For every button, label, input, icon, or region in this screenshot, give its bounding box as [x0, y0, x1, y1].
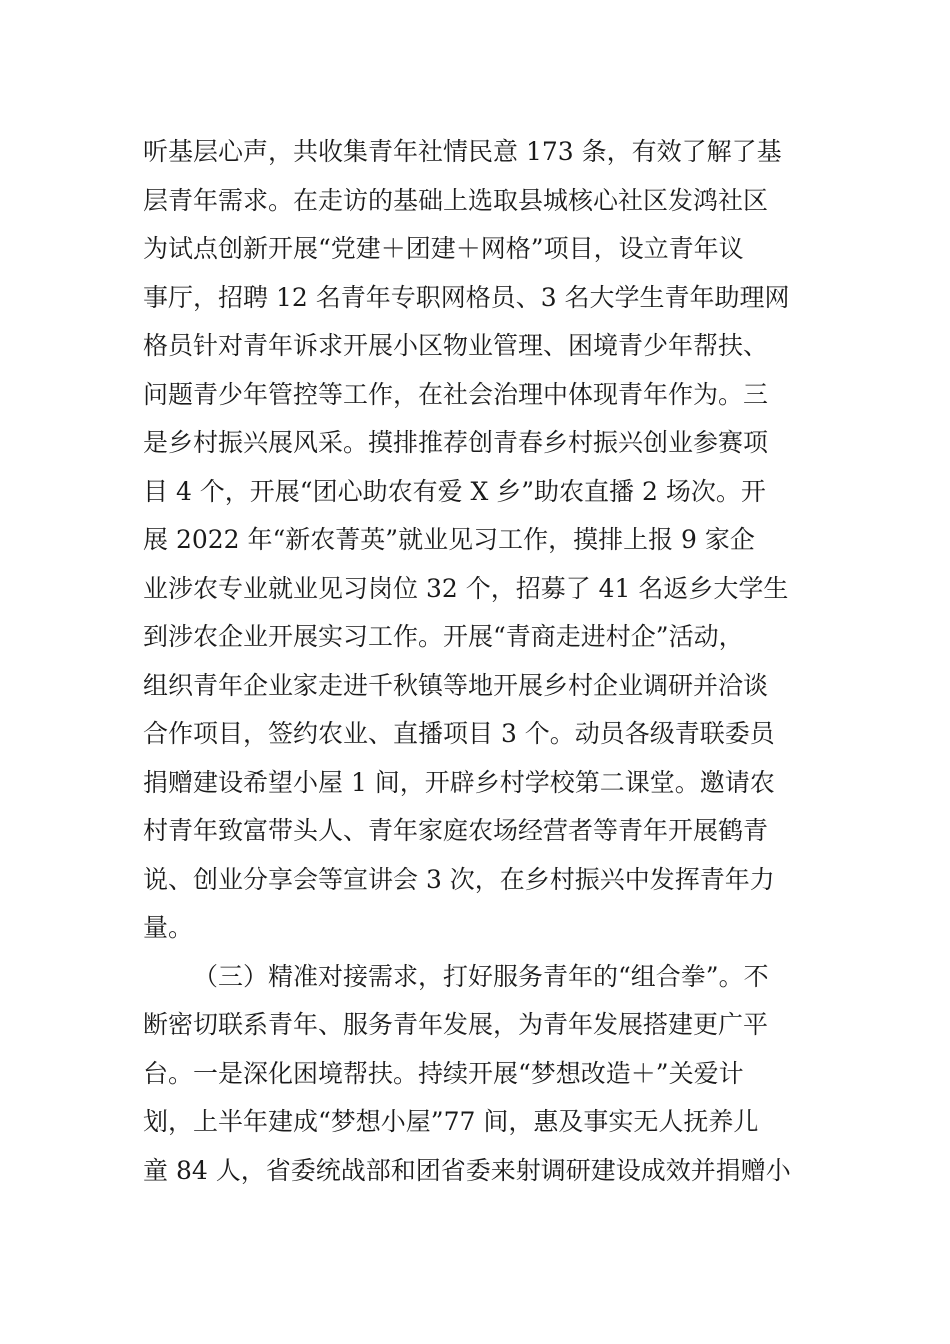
- text-line: 业涉农专业就业见习岗位 32 个，招募了 41 名返乡大学生: [143, 573, 789, 603]
- text-line: 问题青少年管控等工作，在社会治理中体现青年作为。三: [143, 379, 769, 409]
- text-line: （三）精准对接需求，打好服务青年的“组合拳”。不: [193, 961, 769, 991]
- text-line: 划，上半年建成“梦想小屋”77 间，惠及事实无人抚养儿: [143, 1107, 759, 1136]
- text-line: 量。: [143, 913, 194, 942]
- text-line: 捐赠建设希望小屋 1 间，开辟乡村学校第二课堂。邀请农: [143, 767, 775, 797]
- body-text: [143, 128, 815, 1195]
- text-line: 村青年致富带头人、青年家庭农场经营者等青年开展鹤青: [143, 816, 769, 845]
- text-line: 为试点创新开展“党建＋团建＋网格”项目，设立青年议: [143, 234, 744, 263]
- text-line: 层青年需求。在走访的基础上选取县城核心社区发鸿社区: [143, 185, 769, 215]
- text-line: 是乡村振兴展风采。摸排推荐创青春乡村振兴创业参赛项: [143, 428, 769, 457]
- text-line: 展 2022 年“新农菁英”就业见习工作，摸排上报 9 家企: [143, 525, 755, 554]
- text-line: 格员针对青年诉求开展小区物业管理、困境青少年帮扶、: [143, 331, 769, 360]
- text-line: 事厅，招聘 12 名青年专职网格员、3 名大学生青年助理网: [143, 282, 790, 312]
- text-line: 断密切联系青年、服务青年发展，为青年发展搭建更广平: [143, 1010, 769, 1039]
- text-line: 听基层心声，共收集青年社情民意 173 条，有效了解了基: [143, 137, 782, 166]
- text-line: 组织青年企业家走进千秋镇等地开展乡村企业调研并洽谈: [143, 670, 769, 700]
- text-line: 到涉农企业开展实习工作。开展“青商走进村企”活动，: [143, 622, 744, 651]
- text-line: 童 84 人，省委统战部和团省委来射调研建设成效并捐赠小: [143, 1155, 791, 1185]
- text-line: 目 4 个，开展“团心助农有爱 X 乡”助农直播 2 场次。开: [143, 476, 766, 506]
- text-line: 台。一是深化困境帮扶。持续开展“梦想改造＋”关爱计: [143, 1058, 744, 1088]
- text-line: 合作项目，签约农业、直播项目 3 个。动员各级青联委员: [143, 719, 775, 748]
- text-line: 说、创业分享会等宣讲会 3 次，在乡村振兴中发挥青年力: [143, 864, 775, 894]
